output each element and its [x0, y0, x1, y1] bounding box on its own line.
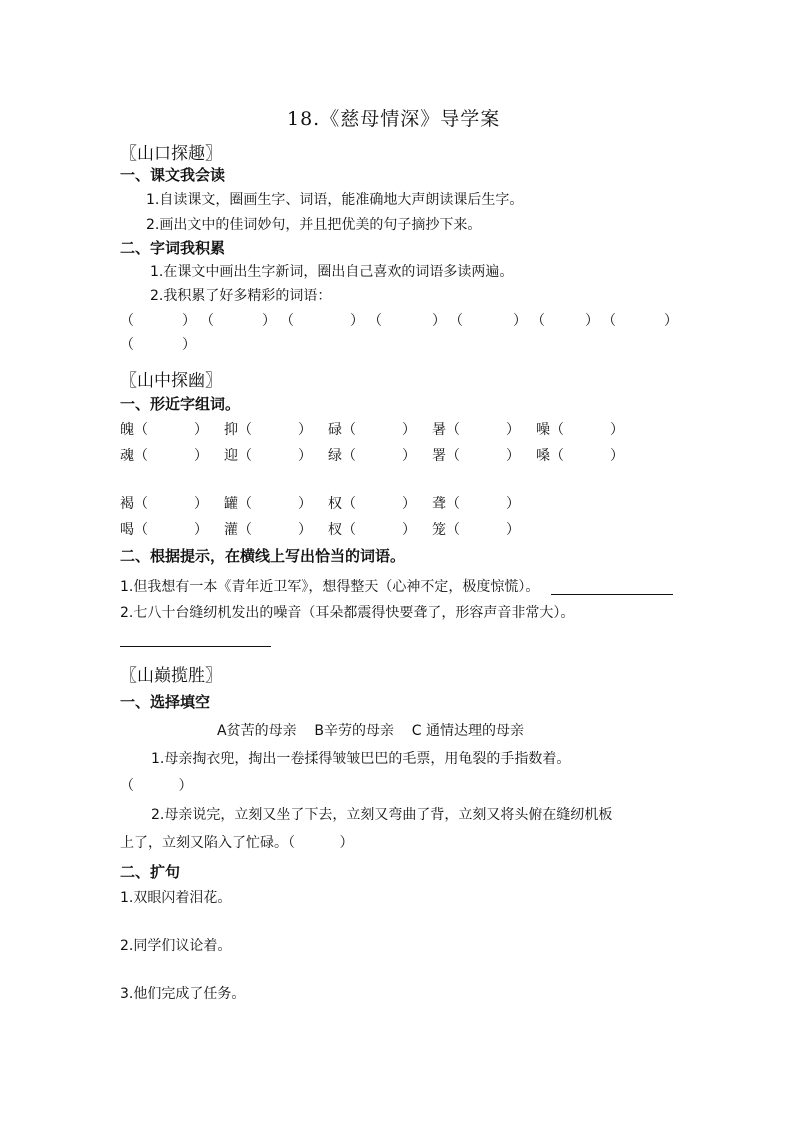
- blank-paren[interactable]: （: [238, 422, 252, 438]
- blank-paren[interactable]: ）: [402, 496, 416, 512]
- answer-line[interactable]: [120, 646, 271, 647]
- similar-char: 杈: [328, 522, 342, 538]
- similar-char: 褐: [120, 496, 134, 512]
- choice-options: A贫苦的母亲 B辛劳的母亲 C 通情达理的母亲: [217, 723, 525, 739]
- blank-paren[interactable]: ）: [182, 337, 196, 353]
- blank-paren[interactable]: ）: [194, 522, 208, 538]
- blank-paren[interactable]: ）: [402, 422, 416, 438]
- similar-char: 权: [328, 496, 342, 512]
- similar-char: 抑: [224, 422, 238, 438]
- blank-paren[interactable]: ）: [182, 313, 196, 329]
- similar-char: 绿: [328, 448, 342, 464]
- blank-paren[interactable]: ）: [298, 448, 312, 464]
- blank-paren[interactable]: （: [446, 496, 460, 512]
- heading-similar-chars: 一、形近字组词。: [120, 395, 241, 413]
- blank-paren[interactable]: ）: [194, 496, 208, 512]
- instruction-line: 1.在课文中画出生字新词，圈出自己喜欢的词语多读两遍。: [150, 264, 514, 280]
- blank-paren[interactable]: ）: [298, 422, 312, 438]
- blank-paren[interactable]: ）: [402, 522, 416, 538]
- similar-char: 魄: [120, 422, 134, 438]
- blank-paren[interactable]: ）: [506, 422, 520, 438]
- choice-question-1: 1.母亲掏衣兜，掏出一卷揉得皱皱巴巴的毛票，用龟裂的手指数着。: [151, 751, 571, 767]
- blank-paren[interactable]: （: [342, 448, 356, 464]
- blank-paren[interactable]: （: [449, 313, 463, 329]
- similar-char: 魂: [120, 448, 134, 464]
- instruction-line: 2.我积累了好多精彩的词语：: [150, 288, 332, 304]
- choice-question-2-cont: 上了，立刻又陷入了忙碌。（ ）: [120, 835, 354, 851]
- blank-paren[interactable]: ）: [350, 313, 364, 329]
- answer-line[interactable]: [551, 594, 673, 595]
- section-label-shanzhong: 〖山中探幽〗: [120, 371, 222, 391]
- section-label-shankou: 〖山口探趣〗: [120, 144, 222, 164]
- fill-question-1: 1.但我想有一本《青年近卫军》，想得整天（心神不定，极度惊慌）。: [120, 579, 540, 595]
- blank-paren[interactable]: ）: [194, 448, 208, 464]
- blank-paren[interactable]: ）: [402, 448, 416, 464]
- blank-paren[interactable]: （: [134, 496, 148, 512]
- blank-paren[interactable]: （: [368, 313, 382, 329]
- choice-question-2: 2.母亲说完，立刻又坐了下去，立刻又弯曲了背，立刻又将头俯在缝纫机板: [151, 807, 613, 823]
- heading-expand-sentence: 二、扩句: [120, 863, 181, 881]
- fill-question-2: 2.七八十台缝纫机发出的噪音（耳朵都震得快要聋了，形容声音非常大）。: [120, 605, 575, 621]
- blank-paren[interactable]: （: [531, 313, 545, 329]
- blank-paren[interactable]: （: [602, 313, 616, 329]
- blank-paren[interactable]: ）: [610, 448, 624, 464]
- similar-char: 笼: [432, 522, 446, 538]
- blank-paren[interactable]: （: [446, 448, 460, 464]
- blank-paren[interactable]: ）: [513, 313, 527, 329]
- blank-paren[interactable]: ）: [506, 496, 520, 512]
- blank-paren[interactable]: （: [134, 448, 148, 464]
- heading-choice: 一、选择填空: [120, 693, 211, 711]
- similar-char: 噪: [536, 422, 550, 438]
- instruction-line: 2.画出文中的佳词妙句，并且把优美的句子摘抄下来。: [146, 217, 482, 233]
- heading-vocab: 二、字词我积累: [120, 239, 226, 257]
- blank-paren[interactable]: （: [134, 422, 148, 438]
- blank-paren[interactable]: ）: [194, 422, 208, 438]
- similar-char: 罐: [224, 496, 238, 512]
- blank-paren[interactable]: （: [120, 337, 134, 353]
- expand-sentence-2: 2.同学们议论着。: [120, 938, 232, 954]
- answer-paren[interactable]: （ ）: [120, 778, 193, 794]
- blank-paren[interactable]: （: [342, 496, 356, 512]
- similar-char: 署: [432, 448, 446, 464]
- blank-paren[interactable]: ）: [585, 313, 599, 329]
- blank-paren[interactable]: ）: [506, 448, 520, 464]
- similar-char: 暑: [432, 422, 446, 438]
- blank-paren[interactable]: ）: [262, 313, 276, 329]
- blank-paren[interactable]: （: [550, 448, 564, 464]
- blank-paren[interactable]: （: [342, 522, 356, 538]
- expand-sentence-3: 3.他们完成了任务。: [120, 986, 246, 1002]
- section-label-shandian: 〖山巅揽胜〗: [120, 666, 222, 686]
- blank-paren[interactable]: （: [342, 422, 356, 438]
- blank-paren[interactable]: （: [280, 313, 294, 329]
- blank-paren[interactable]: （: [200, 313, 214, 329]
- blank-paren[interactable]: ）: [432, 313, 446, 329]
- heading-read-text: 一、课文我会读: [120, 166, 226, 184]
- blank-paren[interactable]: ）: [610, 422, 624, 438]
- similar-char: 聋: [432, 496, 446, 512]
- page-title: 18.《慈母情深》导学案: [287, 108, 501, 130]
- similar-char: 喝: [120, 522, 134, 538]
- blank-paren[interactable]: （: [446, 422, 460, 438]
- similar-char: 灌: [224, 522, 238, 538]
- blank-paren[interactable]: （: [446, 522, 460, 538]
- blank-paren[interactable]: （: [550, 422, 564, 438]
- blank-paren[interactable]: （: [238, 448, 252, 464]
- similar-char: 碌: [328, 422, 342, 438]
- expand-sentence-1: 1.双眼闪着泪花。: [120, 890, 232, 906]
- blank-paren[interactable]: ）: [664, 313, 678, 329]
- instruction-line: 1.自读课文，圈画生字、词语，能准确地大声朗读课后生字。: [146, 192, 524, 208]
- similar-char: 嗓: [536, 448, 550, 464]
- blank-paren[interactable]: （: [120, 313, 134, 329]
- blank-paren[interactable]: （: [238, 522, 252, 538]
- blank-paren[interactable]: ）: [298, 522, 312, 538]
- blank-paren[interactable]: ）: [506, 522, 520, 538]
- blank-paren[interactable]: （: [134, 522, 148, 538]
- blank-paren[interactable]: （: [238, 496, 252, 512]
- heading-fill-words: 二、根据提示，在横线上写出恰当的词语。: [120, 547, 406, 565]
- blank-paren[interactable]: ）: [298, 496, 312, 512]
- similar-char: 迎: [224, 448, 238, 464]
